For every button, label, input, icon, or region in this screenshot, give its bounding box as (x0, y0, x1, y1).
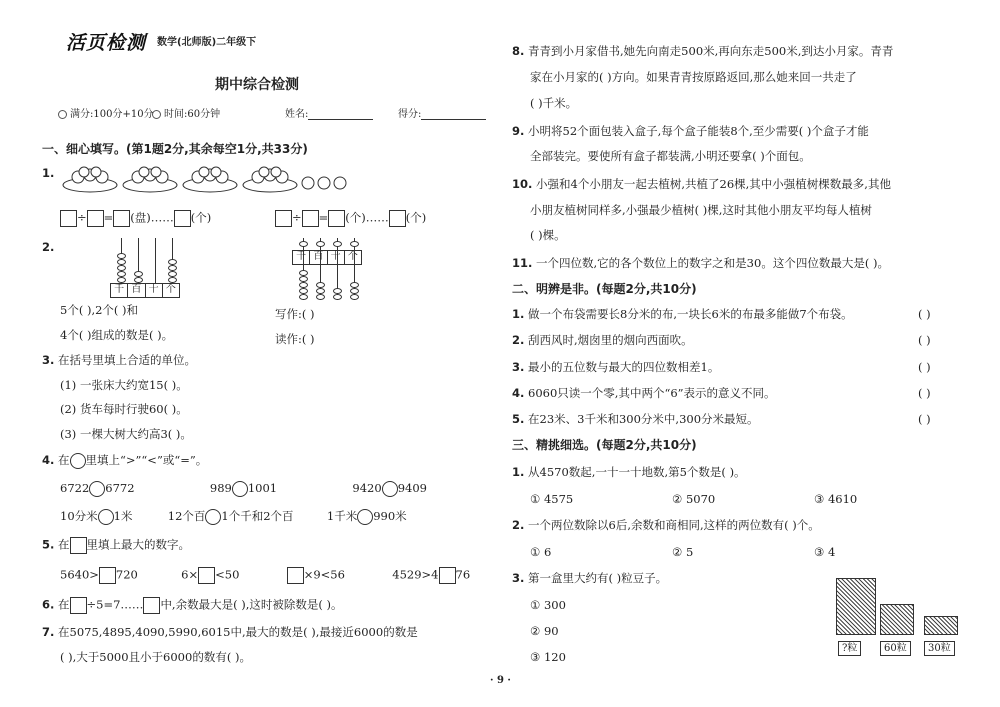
section-2-heading: 二、明辨是非。(每题2分,共10分) (512, 282, 697, 296)
compare-circle[interactable] (98, 509, 114, 525)
bean-label-30: 30粒 (924, 641, 955, 656)
mc1-option-3[interactable]: ③ 4610 (814, 492, 858, 506)
q9-line-1: 9. 小明将52个面包装入盒子,每个盒子能装8个,至少需要( )个盒子才能 (512, 124, 869, 138)
bean-label-unknown: ?粒 (838, 641, 861, 656)
mc2-option-2[interactable]: ② 5 (672, 545, 694, 559)
tf-mark-5[interactable]: ( ) (918, 412, 931, 426)
q10-line-1: 10. 小强和4个小朋友一起去植树,共植了26棵,其中小强植树棵数最多,其他 (512, 177, 891, 191)
mc1-question: 1. 从4570数起,一十一十地数,第5个数是( )。 (512, 465, 746, 479)
q2-number: 2. (42, 240, 55, 254)
q3-a: (1) 一张床大约宽15( )。 (60, 378, 188, 392)
q3: 3. 在括号里填上合适的单位。 (42, 353, 197, 367)
tf-mark-2[interactable]: ( ) (918, 333, 931, 347)
answer-box[interactable] (302, 210, 319, 227)
peach-plates-illustration (60, 163, 350, 195)
mc2-option-3[interactable]: ③ 4 (814, 545, 836, 559)
q10-line-3: ( )棵。 (530, 228, 566, 242)
bean-box-medium (880, 604, 914, 635)
mc2-question: 2. 一个两位数除以6后,余数和商相同,这样的两位数有( )个。 (512, 518, 820, 532)
q4: 4. 在 里填上“>”“<”或“=”。 (42, 453, 208, 467)
q5-row: 5640> 720 6× <50 ×9<56 4529>4 76 (60, 567, 470, 584)
q4-row-2: 10分米 1米 12个百 1个千和2个百 1千米 990米 (60, 509, 407, 523)
tf-item-5: 5. 在23米、3千米和300分米中,300分米最短。 (512, 412, 759, 426)
q3-b: (2) 货车每时行驶60( )。 (60, 402, 188, 416)
answer-box[interactable] (439, 567, 456, 584)
timer-icon (152, 110, 161, 119)
answer-box[interactable] (287, 567, 304, 584)
answer-box[interactable] (70, 597, 87, 614)
compare-circle[interactable] (232, 481, 248, 497)
compare-circle[interactable] (382, 481, 398, 497)
mc1-option-2[interactable]: ② 5070 (672, 492, 716, 506)
tf-mark-3[interactable]: ( ) (918, 360, 931, 374)
bean-box-small (924, 616, 958, 635)
q1-number: 1. (42, 166, 55, 180)
q8-line-1: 8. 青青到小月家借书,她先向南走500米,再向东走500米,到达小月家。青青 (512, 44, 894, 58)
mc3-option-1[interactable]: ① 300 (530, 598, 566, 612)
clock-icon (58, 110, 67, 119)
mc1-option-1[interactable]: ① 4575 (530, 492, 574, 506)
answer-box[interactable] (143, 597, 160, 614)
answer-box[interactable] (174, 210, 191, 227)
q1-equation-a: ÷ = (盘)…… (个) (60, 210, 211, 227)
q2-line-2: 4个( )组成的数是( )。 (60, 328, 174, 342)
q8-line-2: 家在小月家的( )方向。如果青青按原路返回,那么她来回一共走了 (530, 70, 857, 84)
tf-item-1: 1. 做一个布袋需要长8分米的布,一块长6米的布最多能做7个布袋。 (512, 307, 853, 321)
q8-line-3: ( )千米。 (530, 96, 578, 110)
tf-mark-1[interactable]: ( ) (918, 307, 931, 321)
answer-box[interactable] (60, 210, 77, 227)
q5: 5. 在 里填上最大的数字。 (42, 537, 190, 554)
answer-box[interactable] (99, 567, 116, 584)
q1-equation-b: ÷ = (个)…… (个) (275, 210, 426, 227)
q11: 11. 一个四位数,它的各个数位上的数字之和是30。这个四位数最大是( )。 (512, 256, 889, 270)
q2-write: 写作:( ) (275, 307, 315, 321)
full-score: 满分:100分+10分 (58, 105, 154, 120)
name-field[interactable]: 姓名: (285, 105, 373, 120)
q3-c: (3) 一棵大树大约高3( )。 (60, 427, 192, 441)
compare-circle (70, 453, 86, 469)
page-title: 期中综合检测 (215, 77, 299, 93)
q6: 6. 在 ÷5=7…… 中,余数最大是( ),这时被除数是( )。 (42, 597, 343, 614)
q10-line-2: 小朋友植树同样多,小强最少植树( )棵,这时其他小朋友平均每人植树 (530, 203, 872, 217)
subject-label: 数学(北师版)二年级下 (157, 37, 257, 48)
brand-logo: 活页检测 (66, 32, 147, 54)
tf-item-4: 4. 6060只读一个零,其中两个“6”表示的意义不同。 (512, 386, 776, 400)
tf-item-3: 3. 最小的五位数与最大的四位数相差1。 (512, 360, 720, 374)
abacus-2: 千 百 十 个 (292, 238, 362, 302)
q2-read: 读作:( ) (275, 332, 315, 346)
answer-box[interactable] (275, 210, 292, 227)
tf-item-2: 2. 刮西风时,烟囱里的烟向西面吹。 (512, 333, 693, 347)
q7-line-1: 7. 在5075,4895,4090,5990,6015中,最大的数是( ),最接近6000的数是 (42, 625, 418, 639)
answer-box[interactable] (198, 567, 215, 584)
answer-box[interactable] (389, 210, 406, 227)
section-3-heading: 三、精挑细选。(每题2分,共10分) (512, 438, 697, 452)
answer-box[interactable] (328, 210, 345, 227)
abacus-1: 千 百 十 个 (110, 238, 180, 300)
compare-circle[interactable] (357, 509, 373, 525)
time-limit: 时间:60分钟 (152, 105, 220, 120)
q4-row-1: 6722 6772 989 1001 9420 9409 (60, 481, 427, 495)
q9-line-2: 全部装完。要使所有盒子都装满,小明还要拿( )个面包。 (530, 149, 811, 163)
compare-circle[interactable] (205, 509, 221, 525)
q7-line-2: ( ),大于5000且小于6000的数有( )。 (60, 650, 251, 664)
compare-circle[interactable] (89, 481, 105, 497)
tf-mark-4[interactable]: ( ) (918, 386, 931, 400)
section-1-heading: 一、细心填写。(第1题2分,其余每空1分,共33分) (42, 142, 308, 156)
mc3-question: 3. 第一盒里大约有( )粒豆子。 (512, 571, 668, 585)
bean-box-large (836, 578, 876, 635)
answer-box (70, 537, 87, 554)
mc3-option-3[interactable]: ③ 120 (530, 650, 566, 664)
score-field[interactable]: 得分: (398, 105, 486, 120)
q2-line-1: 5个( ),2个( )和 (60, 303, 139, 317)
mc2-option-1[interactable]: ① 6 (530, 545, 552, 559)
mc3-option-2[interactable]: ② 90 (530, 624, 559, 638)
answer-box[interactable] (87, 210, 104, 227)
bean-label-60: 60粒 (880, 641, 911, 656)
answer-box[interactable] (113, 210, 130, 227)
page-number: · 9 · (490, 675, 511, 686)
